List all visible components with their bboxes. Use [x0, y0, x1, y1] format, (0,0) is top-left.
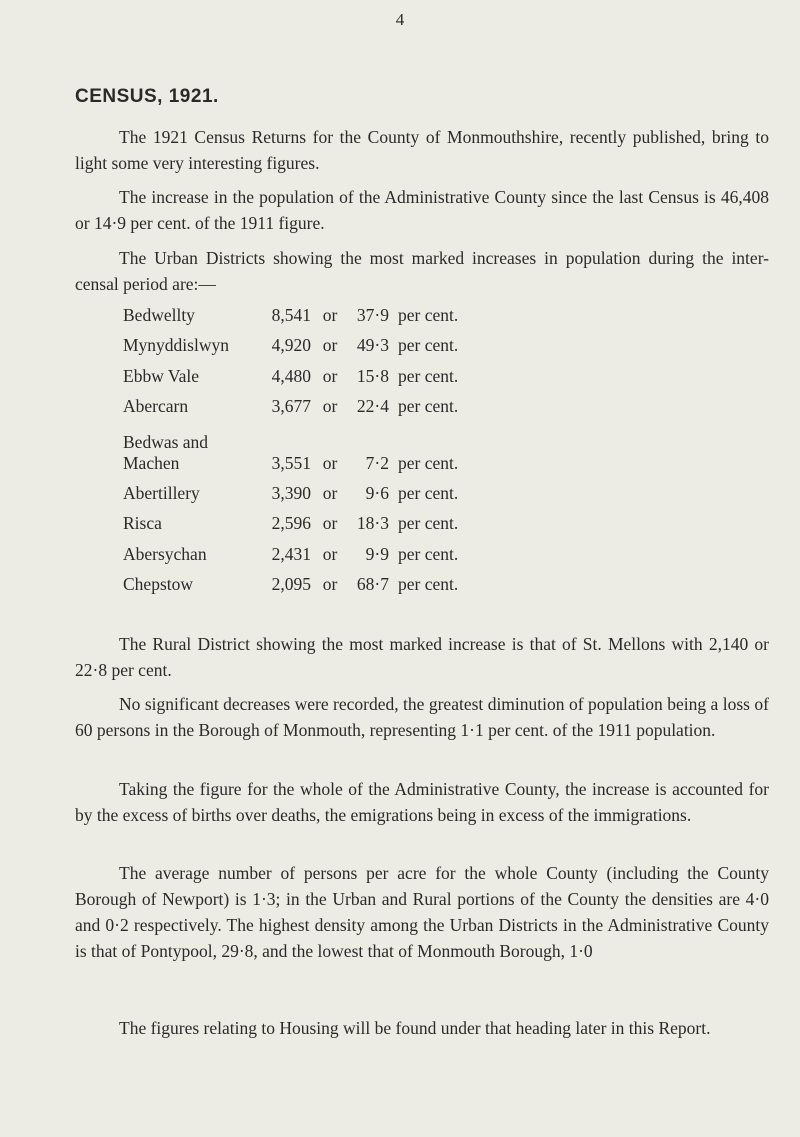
- increase-percent: 37·9: [356, 304, 389, 325]
- table-row: [123, 509, 458, 540]
- increase-count: 4,920: [271, 335, 311, 356]
- district-name: Abersychan: [123, 543, 207, 564]
- district-name: Risca: [123, 513, 162, 534]
- table-row: [123, 570, 458, 601]
- paragraph-rural-district: The Rural District showing the most marked increase is that of St. Mellons with 2,140 or 22·8 per cent.: [75, 634, 769, 680]
- urban-increase-table: [123, 300, 458, 600]
- or-connector: or: [322, 574, 338, 595]
- percent-unit: per cent.: [398, 513, 459, 534]
- or-connector: or: [322, 304, 338, 325]
- increase-percent: 18·3: [356, 513, 389, 534]
- district-name: [123, 422, 261, 478]
- paragraph-intro: The 1921 Census Returns for the County of Monmouthshire, recently published, bring to light some very interesting figures.: [75, 127, 769, 173]
- paragraph-births-deaths: Taking the figure for the whole of the Administrative County, the increase is accounted for by the excess of births over deaths, the emigrations being in excess of the immigrations.: [75, 779, 769, 825]
- page-title: CENSUS, 1921.: [75, 86, 219, 107]
- increase-count: 8,541: [271, 304, 311, 325]
- table-row: [123, 478, 458, 509]
- percent-unit: per cent.: [398, 453, 459, 473]
- increase-percent: 7·2: [365, 453, 389, 473]
- paragraph-density: The average number of persons per acre for the whole County (including the County Borough of Newport) is 1·3; in the Urban and Rural portions of the County the densities are 4·0 and 0·2 respectively. The highest density among the Urban Districts in the Administrative County is that of Pontypool, 29·8, and the lowest that of Monmouth Borough, 1·0: [75, 863, 769, 961]
- percent-unit: per cent.: [398, 543, 459, 564]
- paragraph-population-increase: The increase in the population of the Administrative County since the last Census is 46,408 or 14·9 per cent. of the 1911 figure.: [75, 187, 769, 233]
- increase-percent: 15·8: [356, 365, 389, 386]
- or-connector: or: [322, 482, 338, 503]
- paragraph-urban-districts: The Urban Districts showing the most marked increases in population during the inter-censal period are:—: [75, 248, 769, 294]
- paragraph-housing: The figures relating to Housing will be found under that heading later in this Report.: [119, 1018, 711, 1038]
- increase-count: 3,677: [271, 396, 311, 417]
- district-name: Abercarn: [123, 396, 189, 417]
- increase-count: 3,390: [271, 482, 311, 503]
- district-name: Bedwellty: [123, 304, 195, 325]
- paragraph-decreases: No significant decreases were recorded, the greatest diminution of population being a loss of 60 persons in the Borough of Monmouth, representing 1·1 per cent. of the 1911 population.: [75, 694, 769, 740]
- table-row: [123, 361, 458, 392]
- district-name-text: Bedwas and Machen: [123, 432, 209, 473]
- or-connector: or: [322, 543, 338, 564]
- percent-unit: per cent.: [398, 574, 459, 595]
- table-row: [123, 331, 458, 362]
- table-row: [123, 422, 458, 478]
- or-connector: or: [322, 396, 338, 417]
- district-name: Mynyddislwyn: [123, 335, 229, 356]
- percent-unit: per cent.: [398, 365, 459, 386]
- or-connector: or: [322, 365, 338, 386]
- district-name: Ebbw Vale: [123, 365, 199, 386]
- district-name: Chepstow: [123, 574, 193, 595]
- increase-percent: 22·4: [356, 396, 389, 417]
- or-connector: or: [322, 453, 338, 473]
- or-connector: or: [322, 513, 338, 534]
- percent-unit: per cent.: [398, 335, 459, 356]
- increase-count: 2,596: [271, 513, 311, 534]
- increase-percent: 9·6: [365, 482, 389, 503]
- percent-unit: per cent.: [398, 304, 459, 325]
- percent-unit: per cent.: [398, 396, 459, 417]
- percent-unit: per cent.: [398, 482, 459, 503]
- page-number: 4: [395, 10, 405, 29]
- table-row: [123, 300, 458, 331]
- table-row: [123, 392, 458, 423]
- increase-count: 4,480: [271, 365, 311, 386]
- increase-count: 2,431: [271, 543, 311, 564]
- increase-percent: 9·9: [365, 543, 389, 564]
- increase-count: 2,095: [271, 574, 311, 595]
- increase-count: 3,551: [271, 453, 311, 473]
- table-row: [123, 539, 458, 570]
- district-name: Abertillery: [123, 482, 200, 503]
- increase-percent: 49·3: [356, 335, 389, 356]
- or-connector: or: [322, 335, 338, 356]
- increase-percent: 68·7: [356, 574, 389, 595]
